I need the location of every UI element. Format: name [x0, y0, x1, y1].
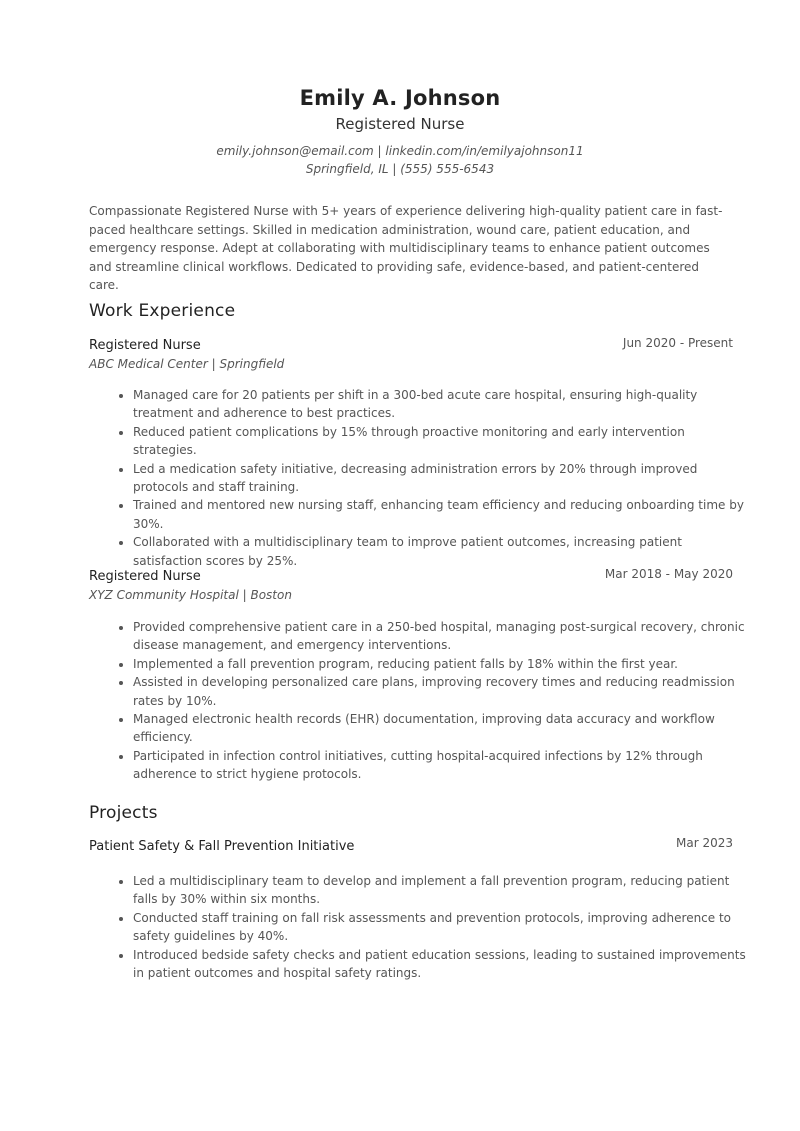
job-date: Jun 2020 - Present	[622, 336, 733, 350]
projects-heading: Projects	[89, 803, 158, 823]
job-bullet: • Managed electronic health records (EHR) documentation, improving data accuracy and workflow efficiency.	[133, 710, 751, 747]
contact-line-location-phone: Springfield, IL | (555) 555-6543	[305, 162, 495, 176]
job-organization: XYZ Community Hospital | Boston	[89, 588, 292, 602]
job-bullet: • Assisted in developing personalized care plans, improving recovery times and reducing readmission rates by 10%.	[133, 673, 751, 710]
project-date: Mar 2023	[676, 836, 733, 850]
project-title: Patient Safety & Fall Prevention Initiative	[89, 839, 355, 854]
project-bullet-list	[116, 872, 751, 982]
job-organization: ABC Medical Center | Springfield	[89, 357, 285, 371]
candidate-title: Registered Nurse	[335, 115, 465, 133]
candidate-name: Emily A. Johnson	[299, 86, 501, 110]
job-bullet: • Managed care for 20 patients per shift in a 300-bed acute care hospital, ensuring high-quality treatment and adherence to best practices.	[133, 386, 751, 423]
professional-summary: Compassionate Registered Nurse with 5+ years of experience delivering high-quality patient care in fast-paced healthcare settings. Skilled in medication administration, wound care, patient education, and emergency response. Adept at collaborating with multidisciplinary teams to enhance patient outcomes and streamline clinical workflows. Dedicated to providing safe, evidence-based, and patient-centered care.	[89, 204, 723, 293]
job-bullet: • Participated in infection control initiatives, cutting hospital-acquired infections by 12% through adherence to strict hygiene protocols.	[133, 747, 751, 784]
job-title: Registered Nurse	[89, 569, 201, 584]
job-bullet-list	[116, 386, 751, 570]
work-experience-heading: Work Experience	[89, 301, 236, 321]
job-bullet: • Provided comprehensive patient care in a 250-bed hospital, managing post-surgical recovery, chronic disease management, and emergency interventions.	[133, 618, 751, 655]
job-bullet-list	[116, 618, 751, 784]
project-bullet: • Introduced bedside safety checks and patient education sessions, leading to sustained improvements in patient outcomes and hospital safety ratings.	[133, 946, 751, 983]
contact-line-email-linkedin: emily.johnson@email.com | linkedin.com/in/emilyajohnson11	[216, 144, 584, 158]
job-title: Registered Nurse	[89, 338, 201, 353]
project-bullet: • Led a multidisciplinary team to develop and implement a fall prevention program, reducing patient falls by 30% within six months.	[133, 872, 751, 909]
job-bullet: • Reduced patient complications by 15% through proactive monitoring and early intervention strategies.	[133, 423, 751, 460]
job-date: Mar 2018 - May 2020	[604, 567, 733, 581]
job-bullet: • Trained and mentored new nursing staff, enhancing team efficiency and reducing onboarding time by 30%.	[133, 496, 751, 533]
job-bullet: • Collaborated with a multidisciplinary team to improve patient outcomes, increasing patient satisfaction scores by 25%.	[133, 533, 751, 570]
job-bullet: • Implemented a fall prevention program, reducing patient falls by 18% within the first year.	[133, 655, 751, 673]
job-bullet: • Led a medication safety initiative, decreasing administration errors by 20% through improved protocols and staff training.	[133, 460, 751, 497]
project-bullet: • Conducted staff training on fall risk assessments and prevention protocols, improving adherence to safety guidelines by 40%.	[133, 909, 751, 946]
